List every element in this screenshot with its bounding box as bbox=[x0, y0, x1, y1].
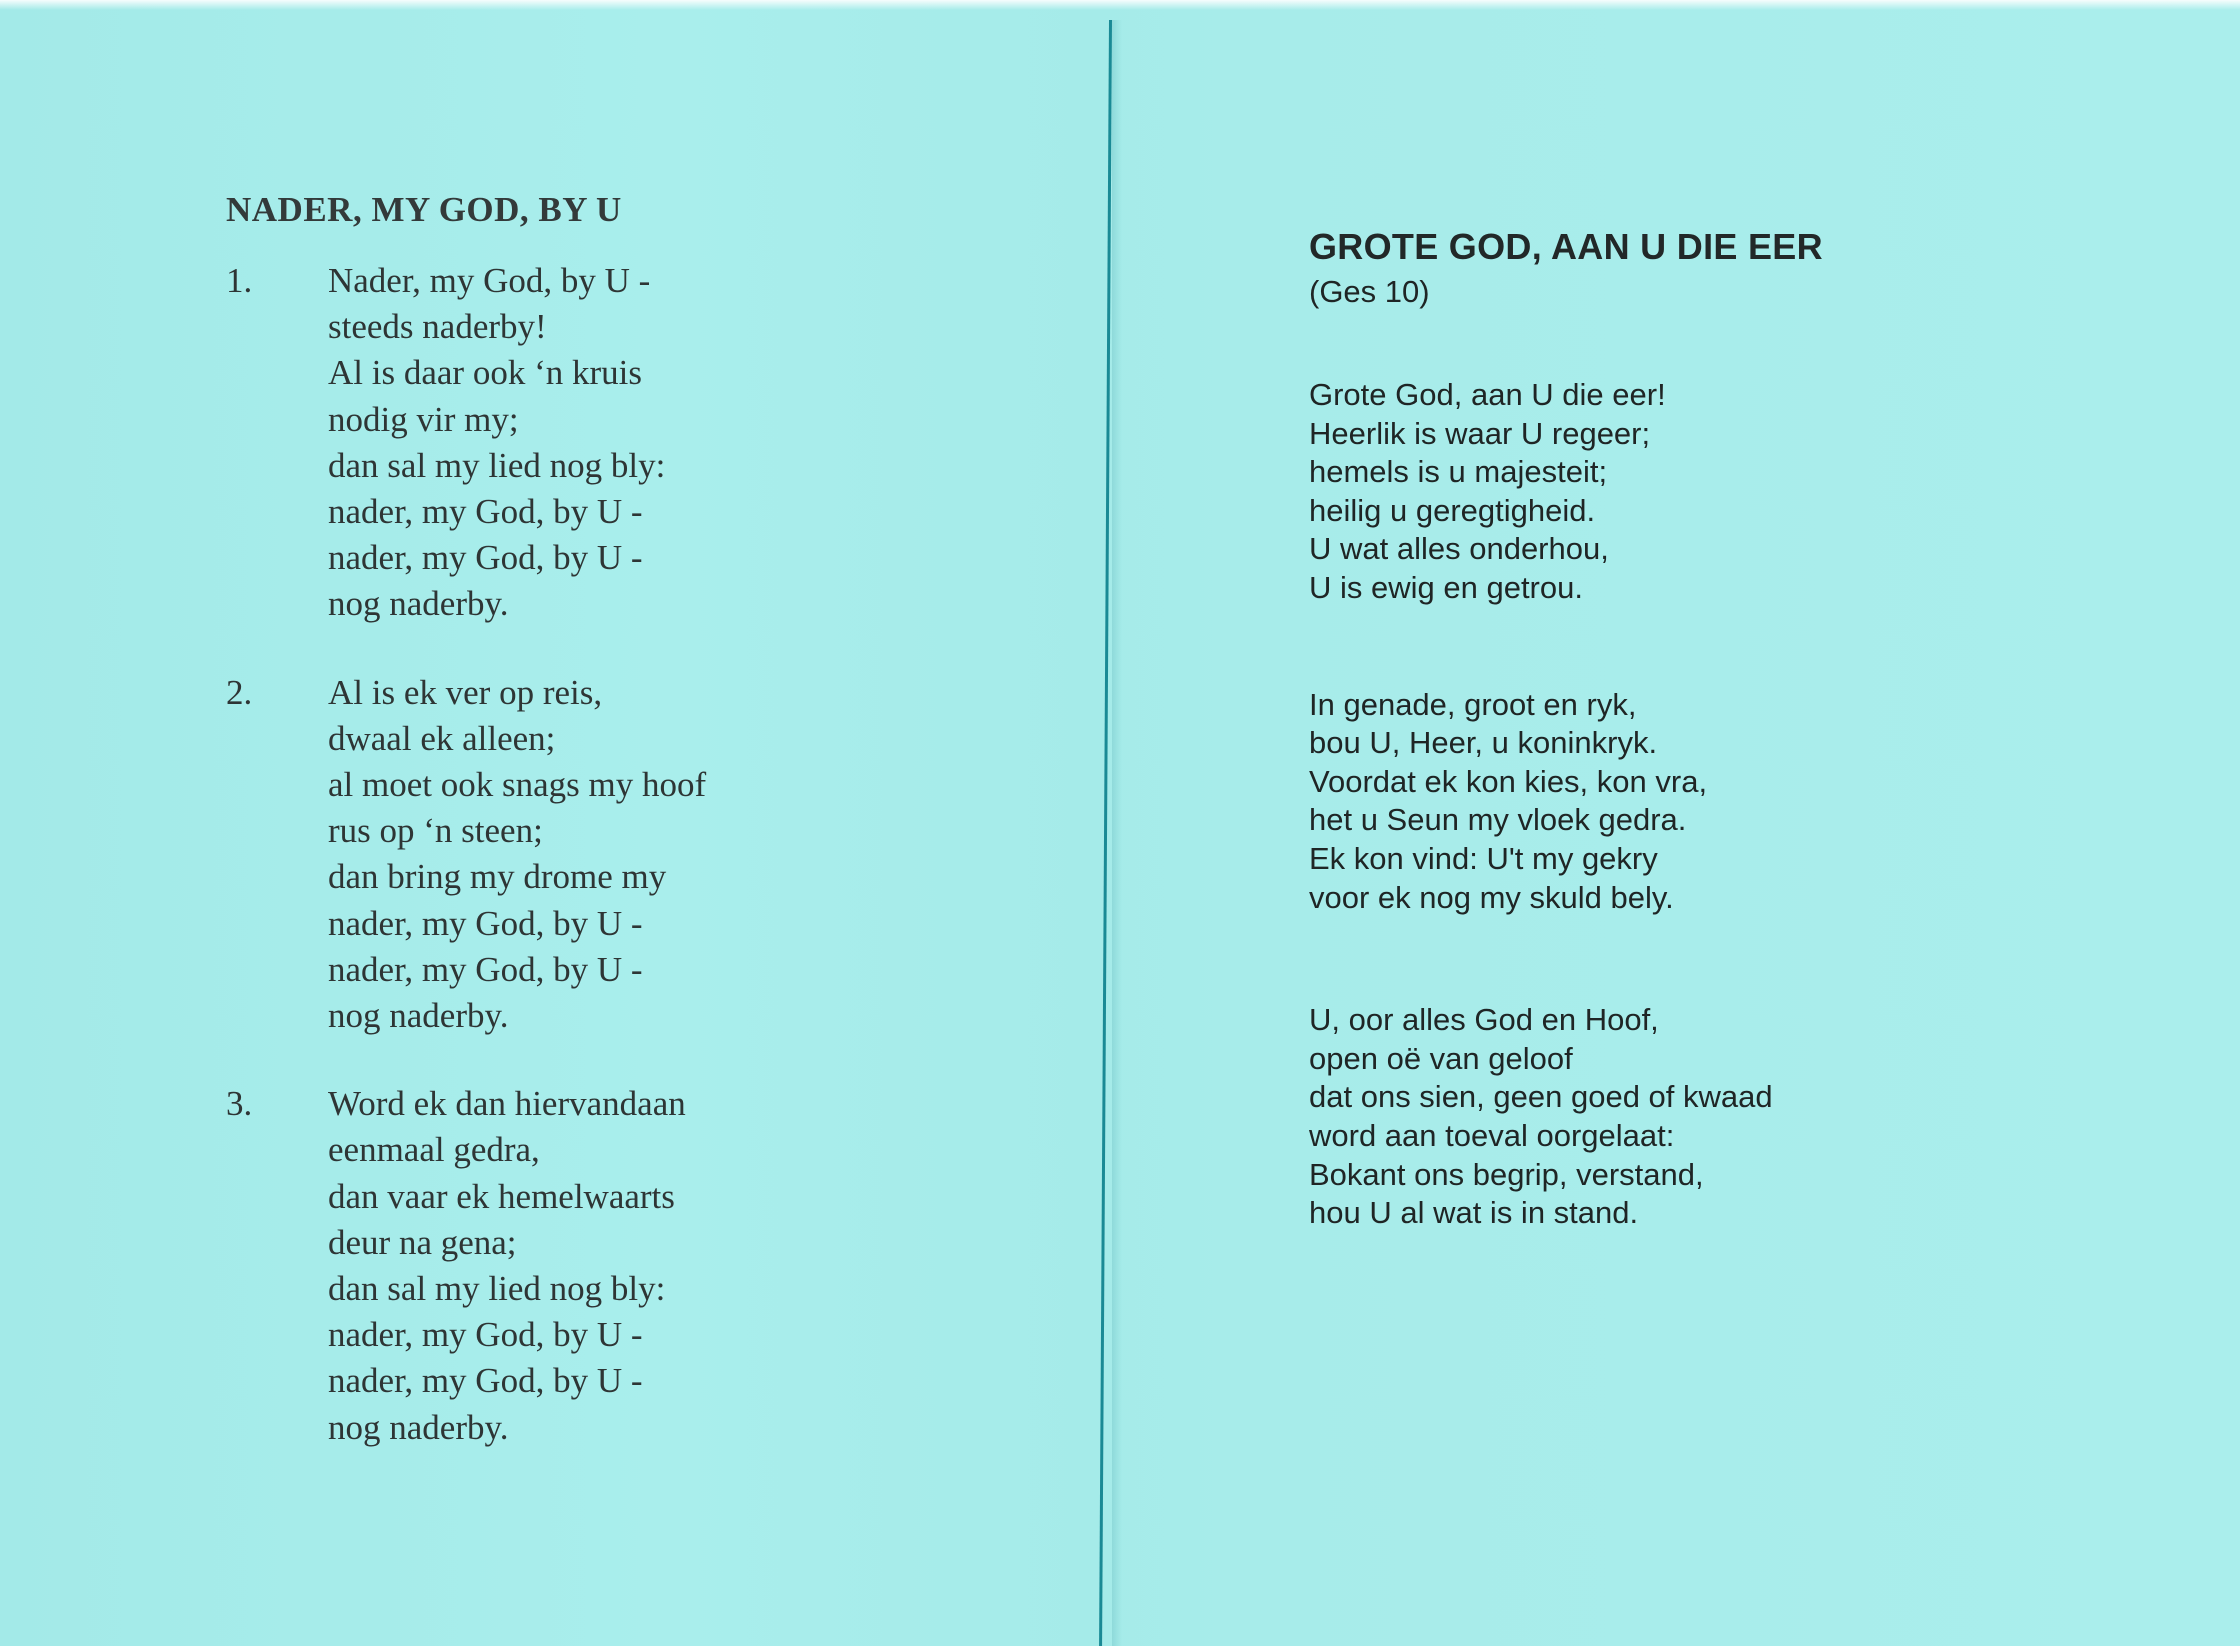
verse-line: deur na gena; bbox=[328, 1222, 517, 1262]
verse-2 bbox=[226, 670, 1026, 1040]
verse-line: Al is daar ook ‘n kruis bbox=[328, 353, 642, 393]
paper-top-edge bbox=[0, 0, 2240, 10]
stanza-line: hemels is u majesteit; bbox=[1309, 454, 1608, 490]
verse-line: dan bring my drome my bbox=[328, 857, 667, 897]
stanza-line: bou U, Heer, u koninkryk. bbox=[1309, 725, 1658, 761]
stanza-2 bbox=[1309, 686, 2109, 918]
verse-line: nader, my God, by U - bbox=[328, 1315, 643, 1355]
stanza-line: Grote God, aan U die eer! bbox=[1309, 377, 1666, 412]
verse-line: nader, my God, by U - bbox=[328, 903, 643, 943]
verse-line: nader, my God, by U - bbox=[328, 1361, 643, 1401]
verse-number: 2. bbox=[226, 672, 253, 712]
verse-line: Nader, my God, by U - bbox=[328, 261, 651, 300]
verse-line: nader, my God, by U - bbox=[328, 492, 643, 532]
verse-lines bbox=[328, 1081, 686, 1451]
stanza-line: voor ek nog my skuld bely. bbox=[1309, 879, 1674, 915]
verse-line: al moet ook snags my hoof bbox=[328, 765, 707, 805]
verse-1 bbox=[226, 258, 1026, 628]
verse-lines bbox=[328, 670, 706, 1040]
verse-line: Word ek dan hiervandaan bbox=[328, 1084, 686, 1124]
stanza-line: dat ons sien, geen goed of kwaad bbox=[1309, 1079, 1773, 1115]
verse-line: eenmaal gedra, bbox=[328, 1130, 540, 1170]
verse-line: dwaal ek alleen; bbox=[328, 718, 556, 758]
stanza-line: open oë van geloof bbox=[1309, 1040, 1573, 1076]
verse-line: steeds naderby! bbox=[328, 307, 547, 347]
stanza-line: In genade, groot en ryk, bbox=[1309, 686, 1637, 722]
verse-number: 3. bbox=[226, 1084, 253, 1124]
verse-lines bbox=[328, 258, 665, 628]
stanza-1 bbox=[1309, 376, 2109, 608]
verse-line: nodig vir my; bbox=[328, 399, 519, 439]
stanza-line: Voordat ek kon kies, kon vra, bbox=[1309, 763, 1708, 799]
stanza-line: Bokant ons begrip, verstand, bbox=[1309, 1156, 1704, 1192]
verse-3 bbox=[226, 1081, 1026, 1451]
left-page bbox=[226, 190, 1026, 1493]
stanza-line: U wat alles onderhou, bbox=[1309, 531, 1609, 567]
verse-number: 1. bbox=[226, 261, 253, 300]
stanza-line: het u Seun my vloek gedra. bbox=[1309, 802, 1687, 838]
verse-line: dan vaar ek hemelwaarts bbox=[328, 1176, 675, 1216]
verse-line: rus op ‘n steen; bbox=[328, 811, 543, 851]
stanza-line: Heerlik is waar U regeer; bbox=[1309, 415, 1651, 451]
stanza-line: word aan toeval oorgelaat: bbox=[1309, 1117, 1675, 1153]
verse-line: nog naderby. bbox=[328, 1407, 509, 1447]
stanza-line: heilig u geregtigheid. bbox=[1309, 492, 1596, 528]
verse-line: Al is ek ver op reis, bbox=[328, 672, 603, 712]
right-hymn-title: GROTE GOD, AAN U DIE EER bbox=[1309, 226, 1823, 267]
verse-line: dan sal my lied nog bly: bbox=[328, 1269, 666, 1309]
stanza-line: Ek kon vind: U't my gekry bbox=[1309, 840, 1658, 876]
stanza-line: hou U al wat is in stand. bbox=[1309, 1195, 1639, 1231]
verse-line: nog naderby. bbox=[328, 584, 509, 624]
center-fold bbox=[1099, 20, 1112, 1646]
stanza-line: U, oor alles God en Hoof, bbox=[1309, 1002, 1659, 1038]
right-hymn-reference: (Ges 10) bbox=[1309, 274, 1430, 309]
verse-line: nader, my God, by U - bbox=[328, 949, 643, 989]
verse-line: nader, my God, by U - bbox=[328, 538, 643, 578]
stanza-3 bbox=[1309, 1001, 2109, 1233]
verse-line: dan sal my lied nog bly: bbox=[328, 445, 666, 485]
left-hymn-title: NADER, MY GOD, BY U bbox=[226, 190, 622, 229]
stanza-line: U is ewig en getrou. bbox=[1309, 569, 1583, 605]
fold-shadow bbox=[1112, 20, 1122, 1646]
right-page bbox=[1309, 226, 2109, 1233]
verse-line: nog naderby. bbox=[328, 996, 509, 1036]
